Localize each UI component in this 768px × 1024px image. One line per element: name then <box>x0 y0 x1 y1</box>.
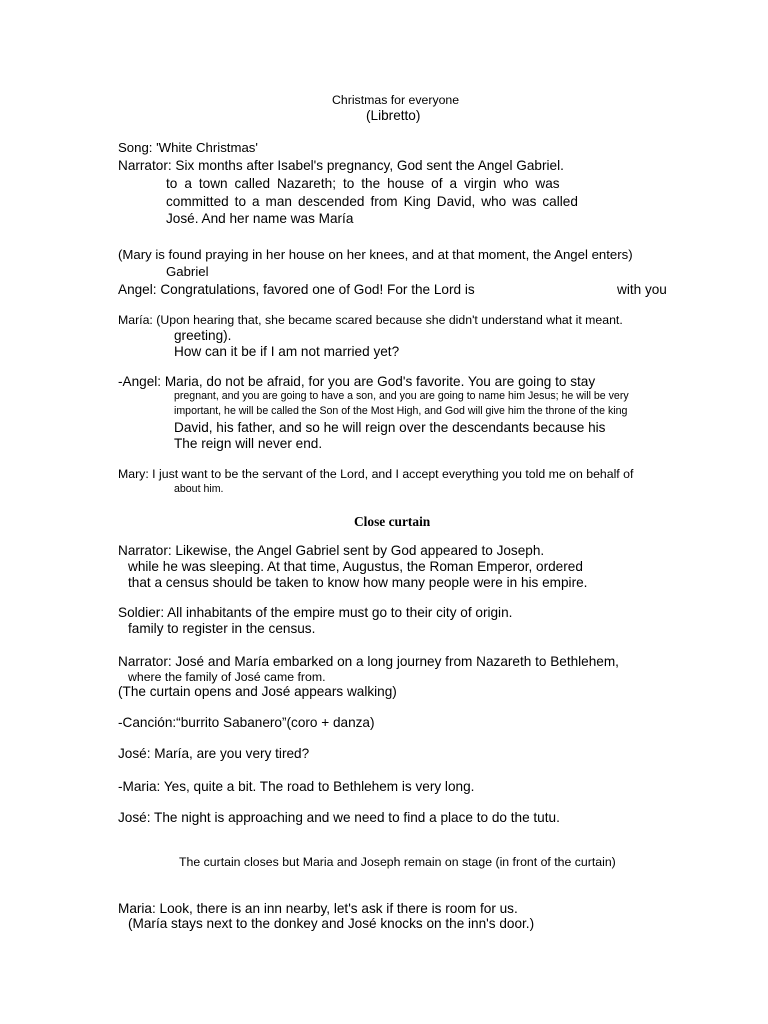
stage-direction: The curtain closes but Maria and Joseph remain on stage (in front of the curtain) <box>179 855 616 869</box>
script-line: to a town called Nazareth; to the house of a virgin who was <box>166 176 560 191</box>
script-line: Angel: Congratulations, favored one of God! For the Lord is <box>118 282 475 297</box>
script-line: greeting). <box>174 328 232 343</box>
script-line: where the family of José came from. <box>128 670 326 684</box>
libretto-title: Christmas for everyone <box>332 93 460 107</box>
script-line: important, he will be called the Son of the Most High, and God will give him the throne of the king <box>174 405 628 417</box>
script-line: while he was sleeping. At that time, Augustus, the Roman Emperor, ordered <box>128 559 583 574</box>
script-line: Narrator: José and María embarked on a long journey from Nazareth to Bethlehem, <box>118 654 619 669</box>
script-line: Narrator: Six months after Isabel's pregnancy, God sent the Angel Gabriel. <box>118 158 564 173</box>
script-line: about him. <box>174 483 224 495</box>
script-line: that a census should be taken to know how many people were in his empire. <box>128 575 588 590</box>
script-line: Maria: Look, there is an inn nearby, let's ask if there is room for us. <box>118 901 518 916</box>
section-heading: Close curtain <box>354 514 431 529</box>
script-line: (María stays next to the donkey and José knocks on the inn's door.) <box>128 916 535 931</box>
script-line: pregnant, and you are going to have a son, and you are going to name him Jesus; he will be very <box>174 390 629 402</box>
script-line: -Maria: Yes, quite a bit. The road to Bethlehem is very long. <box>118 779 475 794</box>
script-line: How can it be if I am not married yet? <box>174 344 400 359</box>
script-line: José: María, are you very tired? <box>118 746 310 761</box>
script-line: Gabriel <box>166 264 209 279</box>
script-line: José: The night is approaching and we need to find a place to do the tutu. <box>118 810 560 825</box>
script-line: Mary: I just want to be the servant of the Lord, and I accept everything you told me on behalf of <box>118 467 634 481</box>
script-line: (Mary is found praying in her house on her knees, and at that moment, the Angel enters) <box>118 247 633 262</box>
script-line: María: (Upon hearing that, she became scared because she didn't understand what it meant. <box>118 313 623 327</box>
script-line: -Angel: Maria, do not be afraid, for you are God's favorite. You are going to stay <box>118 374 596 389</box>
script-line: David, his father, and so he will reign over the descendants because his <box>174 420 606 435</box>
script-line: Narrator: Likewise, the Angel Gabriel sent by God appeared to Joseph. <box>118 543 545 558</box>
script-line: family to register in the census. <box>128 621 316 636</box>
script-line: Soldier: All inhabitants of the empire must go to their city of origin. <box>118 605 513 620</box>
script-line: committed to a man descended from King David, who was called <box>166 194 578 209</box>
script-line: Song: 'White Christmas' <box>118 140 258 155</box>
script-line: -Canción:“burrito Sabanero”(coro + danza) <box>118 715 375 730</box>
script-line: (The curtain opens and José appears walking) <box>118 684 397 699</box>
script-line: The reign will never end. <box>174 436 323 451</box>
script-line: with you <box>617 282 667 297</box>
script-line: José. And her name was María <box>166 211 354 226</box>
libretto-subtitle: (Libretto) <box>366 108 421 123</box>
